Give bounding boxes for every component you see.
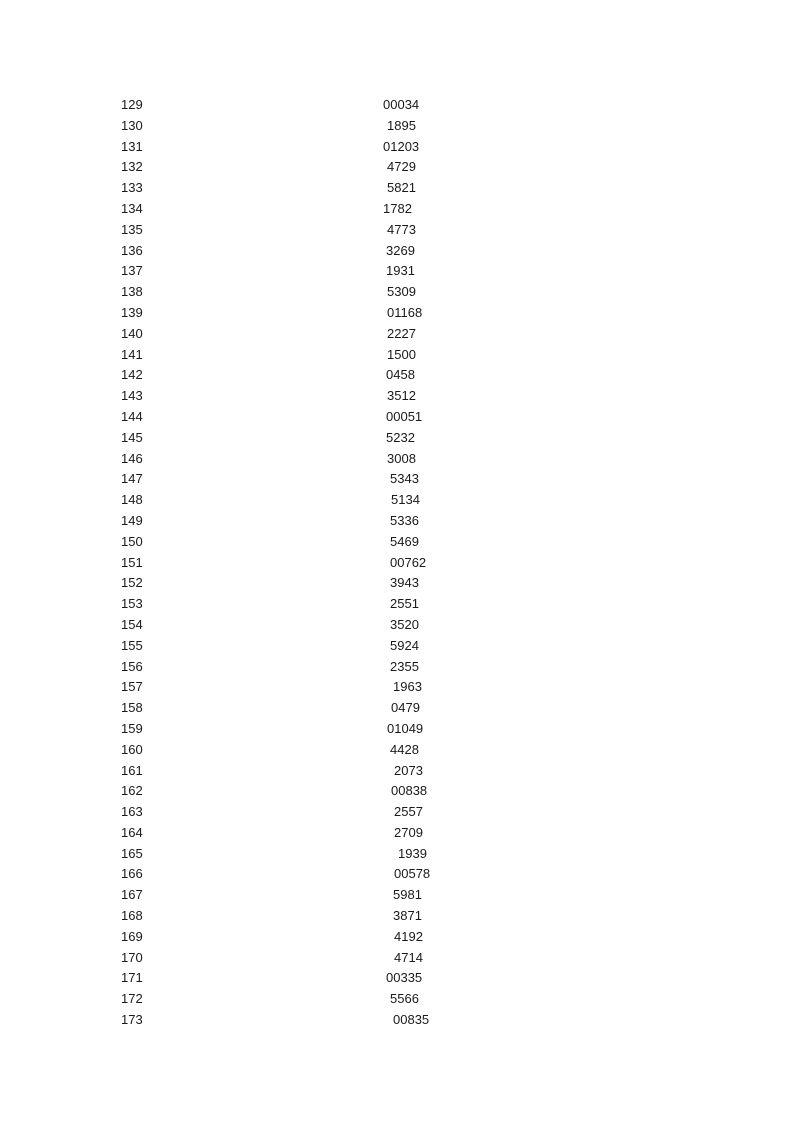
row-value: 2073 xyxy=(394,762,423,778)
row-index: 167 xyxy=(121,887,143,903)
list-row xyxy=(0,906,800,927)
row-value: 1500 xyxy=(387,346,416,362)
row-value: 5134 xyxy=(391,492,420,508)
list-row xyxy=(0,1010,800,1031)
list-row xyxy=(0,324,800,345)
row-index: 159 xyxy=(121,720,143,736)
row-value: 00034 xyxy=(383,97,420,112)
list-row xyxy=(0,303,800,324)
row-index: 164 xyxy=(121,824,143,840)
row-value: 1939 xyxy=(398,845,427,861)
list-row xyxy=(0,719,800,740)
row-value: 2709 xyxy=(394,824,423,840)
row-index: 152 xyxy=(121,575,143,591)
row-value: 00838 xyxy=(391,783,428,799)
list-row xyxy=(0,698,800,719)
row-value: 2355 xyxy=(390,658,419,674)
list-row xyxy=(0,532,800,553)
row-index: 140 xyxy=(121,325,143,341)
row-value: 5309 xyxy=(387,284,416,300)
row-index: 138 xyxy=(121,284,143,300)
row-index: 169 xyxy=(121,928,143,944)
list-row xyxy=(0,864,800,885)
list-row xyxy=(0,511,800,532)
row-index: 153 xyxy=(121,596,143,612)
row-index: 141 xyxy=(121,346,143,362)
row-index: 157 xyxy=(121,679,143,695)
row-index: 155 xyxy=(121,637,143,653)
list-row xyxy=(0,137,800,158)
row-value: 2551 xyxy=(390,596,419,612)
list-row xyxy=(0,802,800,823)
list-row xyxy=(0,490,800,511)
row-index: 170 xyxy=(121,949,143,965)
number-list xyxy=(0,95,800,1031)
row-index: 160 xyxy=(121,741,143,757)
row-value: 4729 xyxy=(387,159,416,175)
row-value: 1963 xyxy=(393,679,422,695)
list-row xyxy=(0,95,800,116)
row-index: 139 xyxy=(121,304,143,320)
row-value: 5469 xyxy=(390,533,419,549)
list-row xyxy=(0,740,800,761)
row-value: 00835 xyxy=(393,1012,430,1028)
row-value: 3008 xyxy=(387,450,416,466)
list-row xyxy=(0,407,800,428)
row-index: 135 xyxy=(121,221,143,237)
row-value: 5566 xyxy=(390,991,419,1007)
list-row xyxy=(0,157,800,178)
row-value: 3512 xyxy=(387,388,416,404)
row-value: 00762 xyxy=(390,554,427,570)
row-index: 151 xyxy=(121,554,143,570)
row-index: 129 xyxy=(121,97,143,112)
list-row xyxy=(0,927,800,948)
list-row xyxy=(0,989,800,1010)
row-value: 3871 xyxy=(393,908,422,924)
row-value: 5821 xyxy=(387,180,416,196)
row-value: 00335 xyxy=(386,970,423,986)
row-index: 168 xyxy=(121,908,143,924)
row-value: 01203 xyxy=(383,138,420,154)
row-index: 146 xyxy=(121,450,143,466)
list-row xyxy=(0,677,800,698)
row-value: 1782 xyxy=(383,200,412,216)
row-index: 150 xyxy=(121,533,143,549)
list-row xyxy=(0,781,800,802)
row-index: 154 xyxy=(121,616,143,632)
row-value: 5343 xyxy=(390,471,419,487)
row-value: 1931 xyxy=(386,263,415,279)
list-row xyxy=(0,615,800,636)
row-value: 0479 xyxy=(391,700,420,716)
list-row xyxy=(0,241,800,262)
row-value: 2227 xyxy=(387,325,416,341)
list-row xyxy=(0,823,800,844)
row-index: 171 xyxy=(121,970,143,986)
row-value: 4773 xyxy=(387,221,416,237)
list-row xyxy=(0,428,800,449)
list-row xyxy=(0,885,800,906)
list-row xyxy=(0,386,800,407)
row-value: 3269 xyxy=(386,242,415,258)
list-row xyxy=(0,657,800,678)
row-value: 5232 xyxy=(386,429,415,445)
row-value: 5924 xyxy=(390,637,419,653)
row-index: 147 xyxy=(121,471,143,487)
row-index: 145 xyxy=(121,429,143,445)
row-value: 2557 xyxy=(394,804,423,820)
row-index: 163 xyxy=(121,804,143,820)
row-index: 166 xyxy=(121,866,143,882)
list-row xyxy=(0,761,800,782)
row-index: 156 xyxy=(121,658,143,674)
row-index: 165 xyxy=(121,845,143,861)
row-value: 5336 xyxy=(390,512,419,528)
row-index: 148 xyxy=(121,492,143,508)
list-row xyxy=(0,449,800,470)
row-value: 1895 xyxy=(387,117,416,133)
list-row xyxy=(0,282,800,303)
list-row xyxy=(0,199,800,220)
list-row xyxy=(0,469,800,490)
row-value: 3520 xyxy=(390,616,419,632)
row-value: 3943 xyxy=(390,575,419,591)
list-row xyxy=(0,365,800,386)
row-index: 131 xyxy=(121,138,143,154)
row-value: 01168 xyxy=(387,304,423,320)
row-index: 172 xyxy=(121,991,143,1007)
row-index: 132 xyxy=(121,159,143,175)
row-index: 137 xyxy=(121,263,143,279)
row-value: 00578 xyxy=(394,866,431,882)
list-row xyxy=(0,178,800,199)
row-value: 4428 xyxy=(390,741,419,757)
list-row xyxy=(0,345,800,366)
row-index: 130 xyxy=(121,117,143,133)
list-row xyxy=(0,948,800,969)
row-index: 158 xyxy=(121,700,143,716)
row-value: 5981 xyxy=(393,887,422,903)
row-index: 133 xyxy=(121,180,143,196)
list-row xyxy=(0,573,800,594)
row-index: 161 xyxy=(121,762,143,778)
list-row xyxy=(0,116,800,137)
row-index: 162 xyxy=(121,783,143,799)
row-value: 4714 xyxy=(394,949,423,965)
list-row xyxy=(0,261,800,282)
list-row xyxy=(0,594,800,615)
row-value: 01049 xyxy=(387,720,424,736)
row-index: 144 xyxy=(121,408,143,424)
row-index: 149 xyxy=(121,512,143,528)
list-row xyxy=(0,636,800,657)
row-value: 4192 xyxy=(394,928,423,944)
row-value: 0458 xyxy=(386,367,415,383)
list-row xyxy=(0,220,800,241)
row-value: 00051 xyxy=(386,408,423,424)
list-row xyxy=(0,553,800,574)
list-row xyxy=(0,844,800,865)
row-index: 136 xyxy=(121,242,143,258)
row-index: 134 xyxy=(121,200,143,216)
row-index: 142 xyxy=(121,367,143,383)
row-index: 143 xyxy=(121,388,143,404)
row-index: 173 xyxy=(121,1012,143,1028)
list-row xyxy=(0,968,800,989)
